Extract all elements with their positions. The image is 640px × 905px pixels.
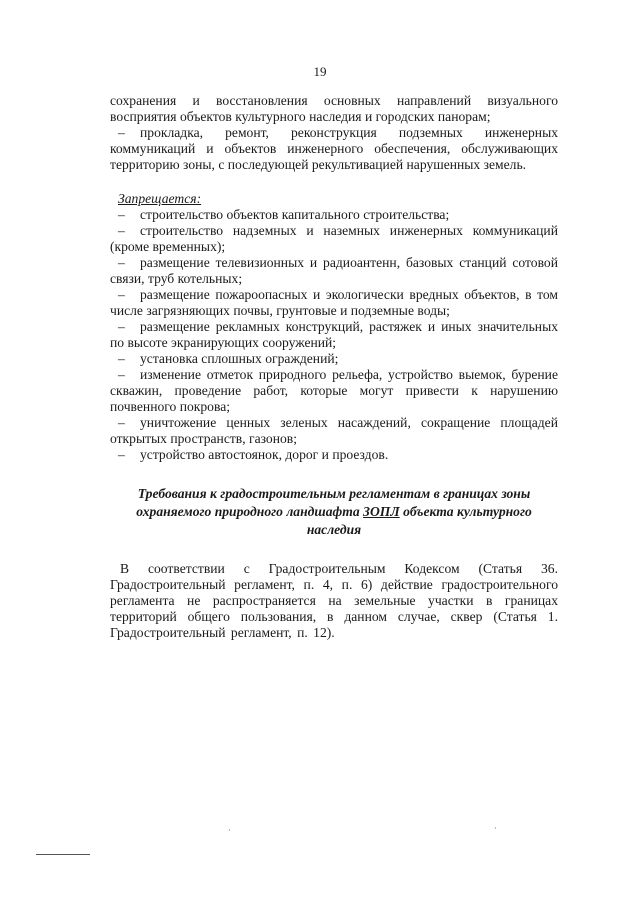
dash-marker: –: [118, 223, 125, 238]
list-item: [110, 447, 558, 463]
list-item-text: строительство объектов капитального строительства;: [140, 207, 450, 222]
dash-marker: –: [118, 367, 125, 382]
list-item-text: строительство надземных и наземных инженерных коммуникаций (кроме временных);: [110, 223, 558, 254]
intro-list-item-text: прокладка, ремонт, реконструкция подземных инженерных коммуникаций и объектов инженерного обеспечения, обслуживающих территорию зоны, с последующей рекультивацией нарушенных земель.: [110, 125, 558, 172]
list-item-text: размещение пожароопасных и экологически вредных объектов, в том числе загрязняющих почвы, грунтовые и подземные воды;: [110, 287, 558, 318]
dash-marker: –: [118, 319, 125, 334]
section-heading-line2-post: объекта культурного наследия: [306, 504, 532, 537]
intro-paragraph: сохранения и восстановления основных направлений визуального восприятия объектов культурного наследия и городских панорам;: [110, 93, 558, 124]
list-item: [110, 223, 558, 255]
dash-marker: –: [118, 287, 125, 302]
list-item-text: уничтожение ценных зеленых насаждений, сокращение площадей открытых пространств, газонов;: [110, 415, 558, 446]
closing-paragraph: В соответствии с Градостроительным Кодексом (Статья 36. Градостроительный регламент, п. 4, п. 6) действие градостроительного регламента не распространяется на земельные участки в границах территорий общего пользования, в данном случае, сквер (Статья 1. Градостроительный регламент, п. 12).: [110, 561, 558, 640]
dash-marker: –: [118, 125, 125, 140]
list-item: [110, 255, 558, 287]
scan-artifact-speck: ·: [228, 826, 231, 835]
section-heading: [110, 485, 558, 539]
section-heading-abbreviation: ЗОПЛ: [363, 504, 400, 519]
list-item-text: размещение телевизионных и радиоантенн, базовых станций сотовой связи, труб котельных;: [110, 255, 558, 286]
dash-marker: –: [118, 415, 125, 430]
list-item: [110, 287, 558, 319]
list-item: [110, 367, 558, 415]
list-item-text: установка сплошных ограждений;: [140, 351, 339, 366]
section-heading-line1: Требования к градостроительным регламентам в границах зоны: [137, 486, 531, 501]
list-item: [110, 351, 558, 367]
dash-marker: –: [118, 207, 125, 222]
page-number: 19: [313, 64, 327, 79]
prohibited-list: [110, 207, 558, 463]
dash-marker: –: [118, 447, 125, 462]
list-item-text: размещение рекламных конструкций, растяжек и иных значительных по высоте экранирующих сооружений;: [110, 319, 558, 350]
document-body: [110, 93, 558, 641]
scan-artifact-line: [36, 854, 90, 855]
list-item: [110, 319, 558, 351]
list-item-text: изменение отметок природного рельефа, устройство выемок, бурение скважин, проведение работ, которые могут привести к нарушению почвенного покрова;: [110, 367, 558, 414]
dash-marker: –: [118, 351, 125, 366]
scan-artifact-speck: ·: [494, 824, 497, 833]
intro-list-item: [110, 125, 558, 173]
section-heading-line2-pre: охраняемого природного ландшафта: [136, 504, 364, 519]
list-item-text: устройство автостоянок, дорог и проездов.: [140, 447, 389, 462]
list-item: [110, 207, 558, 223]
dash-marker: –: [118, 255, 125, 270]
list-item: [110, 415, 558, 447]
prohibited-label: Запрещается:: [118, 191, 202, 206]
